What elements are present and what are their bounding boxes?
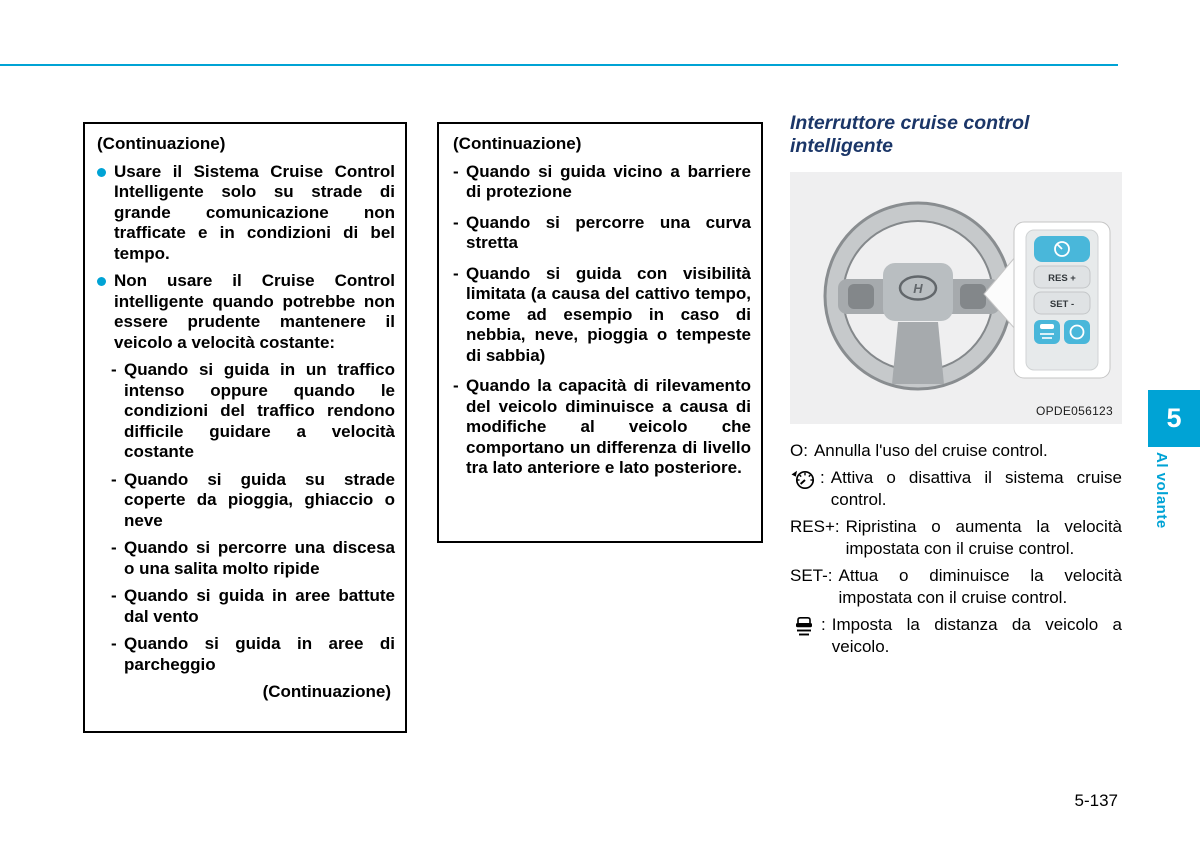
dash-item: - Quando si guida in un traffico intenso oppure quando le condizioni del traffico rendono difficile guidare a velocità costante: [111, 360, 395, 461]
dash-item: - Quando si guida con visibilità limitata (a causa del cattivo tempo, come ad esempio in caso di nebbia, neve, pioggia o tempeste di sabbia): [453, 263, 751, 365]
dash-item: - Quando si guida vicino a barriere di protezione: [453, 161, 751, 201]
dash-marker: -: [111, 586, 117, 605]
dash-marker: -: [111, 469, 117, 489]
bullet-text: Non usare il Cruise Control intelligente quando potrebbe non essere prudente mantenere il veicolo a velocità costante:: [114, 271, 395, 352]
figure-caption: OPDE056123: [1035, 404, 1113, 418]
bullet-icon: [97, 277, 106, 286]
vehicle-distance-icon: [790, 615, 818, 659]
description-label: :: [820, 468, 825, 487]
set-button-label: SET -: [1049, 299, 1075, 310]
bottom-spoke: [892, 322, 944, 384]
box-header: (Continuazione): [453, 134, 582, 153]
description-row: : Imposta la distanza da veicolo a veicolo.: [790, 614, 1122, 658]
description-row: O: Annulla l'uso del cruise control.: [790, 441, 1048, 460]
right-column: [790, 112, 1122, 663]
dash-marker: -: [453, 376, 459, 395]
bullet-text: Usare il Sistema Cruise Control Intelligente solo su strade di grande comunicazione non trafficate e in condizioni di bel tempo.: [114, 161, 395, 263]
dash-marker: -: [453, 263, 459, 283]
dash-item: - Quando la capacità di rilevamento del veicolo diminuisce a causa di modifiche al veicolo che comportano un differenza di livello tra lato anteriore e lato posteriore.: [453, 376, 751, 477]
dash-item: - Quando si guida su strade coperte da pioggia, ghiaccio o neve: [111, 469, 395, 530]
distance-button: [1034, 320, 1060, 344]
description-label: :: [821, 615, 826, 634]
description-row: : Attiva o disattiva il sistema cruise control.: [790, 467, 1122, 511]
description-label: SET-:: [790, 566, 833, 585]
bullet-item: [95, 271, 395, 353]
res-button-label: RES +: [1048, 273, 1076, 284]
dash-marker: -: [111, 360, 117, 379]
dash-marker: -: [453, 161, 459, 181]
bullet-item: [95, 162, 395, 265]
box-footer: (Continuazione): [262, 682, 391, 701]
dash-item: - Quando si percorre una discesa o una salita molto ripide: [111, 538, 395, 578]
dash-item: - Quando si guida in aree battute dal vento: [111, 586, 395, 626]
cruise-control-icon: [790, 468, 817, 512]
section-heading: Interruttore cruise control intelligente: [790, 112, 1030, 157]
dash-marker: -: [453, 212, 459, 232]
dash-item: - Quando si percorre una curva stretta: [453, 212, 751, 252]
description-label: O:: [790, 441, 808, 460]
control-descriptions: [790, 440, 1122, 658]
cancel-button: [1064, 320, 1090, 344]
chapter-side-label: Al volante: [1153, 452, 1170, 529]
callout-panel: [1014, 222, 1110, 378]
dash-marker: -: [111, 634, 117, 653]
dash-marker: -: [111, 538, 117, 557]
dash-item: - Quando si guida in aree di parcheggio: [111, 634, 395, 674]
description-row: RES+: Ripristina o aumenta la velocità impostata con il cruise control.: [790, 517, 1122, 558]
steering-wheel-illustration: [790, 172, 1122, 424]
left-continuation-box: [83, 122, 407, 733]
bullet-icon: [97, 168, 106, 177]
steering-wheel-figure: [790, 172, 1122, 424]
middle-continuation-box: [437, 122, 763, 543]
description-label: RES+:: [790, 517, 840, 536]
header-rule: [0, 64, 1118, 66]
box-header: (Continuazione): [97, 134, 226, 153]
chapter-number-tab: 5: [1148, 390, 1200, 447]
hyundai-logo-letter: H: [913, 281, 923, 296]
description-row: SET-: Attua o diminuisce la velocità impostata con il cruise control.: [790, 566, 1122, 607]
page-number: 5-137: [1074, 791, 1118, 810]
